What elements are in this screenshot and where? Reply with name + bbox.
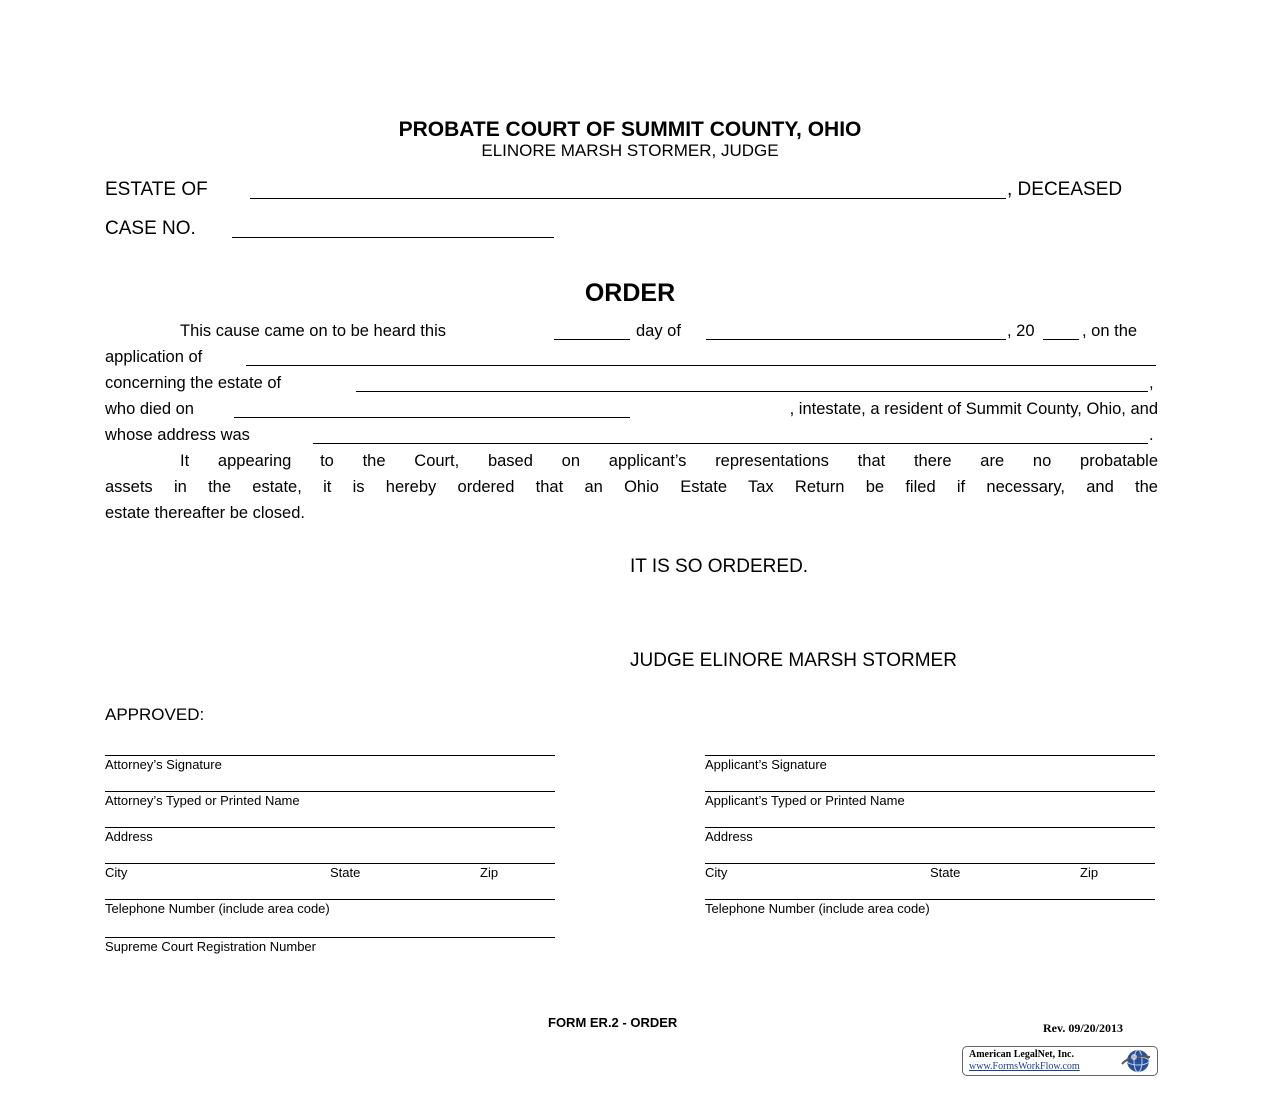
globe-icon — [1119, 1048, 1153, 1074]
applicant-name-field[interactable] — [705, 791, 1155, 792]
applicant-address-label: Address — [705, 829, 753, 844]
attorney-name-label: Attorney’s Typed or Printed Name — [105, 793, 300, 808]
court-name: PROBATE COURT OF SUMMIT COUNTY, OHIO — [398, 118, 862, 141]
attorney-zip-label: Zip — [480, 865, 499, 880]
attorney-phone-label: Telephone Number (include area code) — [105, 901, 330, 916]
p2-line1: It appearing to the Court, based on applicant’s representations that there are no probatable — [180, 452, 1158, 470]
order-title: ORDER — [584, 279, 676, 307]
attorney-name-field[interactable] — [105, 791, 555, 792]
so-ordered: IT IS SO ORDERED. — [630, 556, 809, 577]
attorney-address-label: Address — [105, 829, 153, 844]
attorney-phone-field[interactable] — [105, 899, 555, 900]
attorney-state-label: State — [330, 865, 361, 880]
application-of-label: application of — [105, 348, 203, 366]
applicant-city-label: City — [705, 865, 728, 880]
intestate-text: , intestate, a resident of Summit County, Ohio, and — [789, 400, 1158, 418]
applicant-signature-field[interactable] — [705, 755, 1155, 756]
concerning-label: concerning the estate of — [105, 374, 282, 392]
american-legalnet-logo — [962, 1046, 1158, 1076]
logo-company: American LegalNet, Inc. — [969, 1049, 1074, 1060]
applicant-name-label: Applicant’s Typed or Printed Name — [705, 793, 905, 808]
attorney-signature-label: Attorney’s Signature — [105, 757, 222, 772]
year-field[interactable] — [1043, 339, 1079, 340]
who-died-label: who died on — [105, 400, 194, 418]
decedent-field[interactable] — [356, 391, 1148, 392]
applicant-address-field[interactable] — [705, 827, 1155, 828]
p1-text-c: , 20 — [1007, 322, 1035, 340]
judge-name-header: ELINORE MARSH STORMER, JUDGE — [481, 141, 779, 160]
whose-address-label: whose address was — [105, 426, 250, 444]
estate-name-field[interactable] — [250, 198, 1006, 199]
estate-of-label: ESTATE OF — [105, 179, 208, 200]
applicant-phone-field[interactable] — [705, 899, 1155, 900]
attorney-signature-field[interactable] — [105, 755, 555, 756]
attorney-city-label: City — [105, 865, 128, 880]
applicant-zip-label: Zip — [1080, 865, 1099, 880]
attorney-city-field[interactable] — [105, 863, 555, 864]
applicant-city-field[interactable] — [705, 863, 1155, 864]
logo-url[interactable]: www.FormsWorkFlow.com — [969, 1061, 1080, 1072]
case-no-field[interactable] — [232, 237, 554, 238]
revision-date: Rev. 09/20/2013 — [1043, 1021, 1123, 1035]
month-field[interactable] — [706, 339, 1006, 340]
p1-text-d: , on the — [1082, 322, 1138, 340]
attorney-registration-field[interactable] — [105, 937, 555, 938]
judge-signature-line: JUDGE ELINORE MARSH STORMER — [630, 650, 957, 671]
p2-line3: estate thereafter be closed. — [105, 504, 305, 522]
applicant-state-label: State — [930, 865, 961, 880]
case-no-label: CASE NO. — [105, 218, 196, 239]
date-of-death-field[interactable] — [234, 417, 630, 418]
attorney-address-field[interactable] — [105, 827, 555, 828]
deceased-label: , DECEASED — [1007, 179, 1123, 200]
applicant-signature-label: Applicant’s Signature — [705, 757, 827, 772]
comma-text: , — [1149, 374, 1154, 392]
applicant-field[interactable] — [246, 365, 1156, 366]
address-field[interactable] — [313, 443, 1148, 444]
approved-label: APPROVED: — [105, 705, 205, 724]
period-text: . — [1149, 426, 1154, 444]
p1-text-b: day of — [636, 322, 681, 340]
p1-text-a: This cause came on to be heard this — [180, 322, 446, 340]
applicant-phone-label: Telephone Number (include area code) — [705, 901, 930, 916]
attorney-registration-label: Supreme Court Registration Number — [105, 939, 316, 954]
day-field[interactable] — [554, 339, 630, 340]
form-number: FORM ER.2 - ORDER — [548, 1015, 678, 1030]
p2-line2: assets in the estate, it is hereby ordered that an Ohio Estate Tax Return be filed if necessary, and the — [105, 478, 1158, 496]
